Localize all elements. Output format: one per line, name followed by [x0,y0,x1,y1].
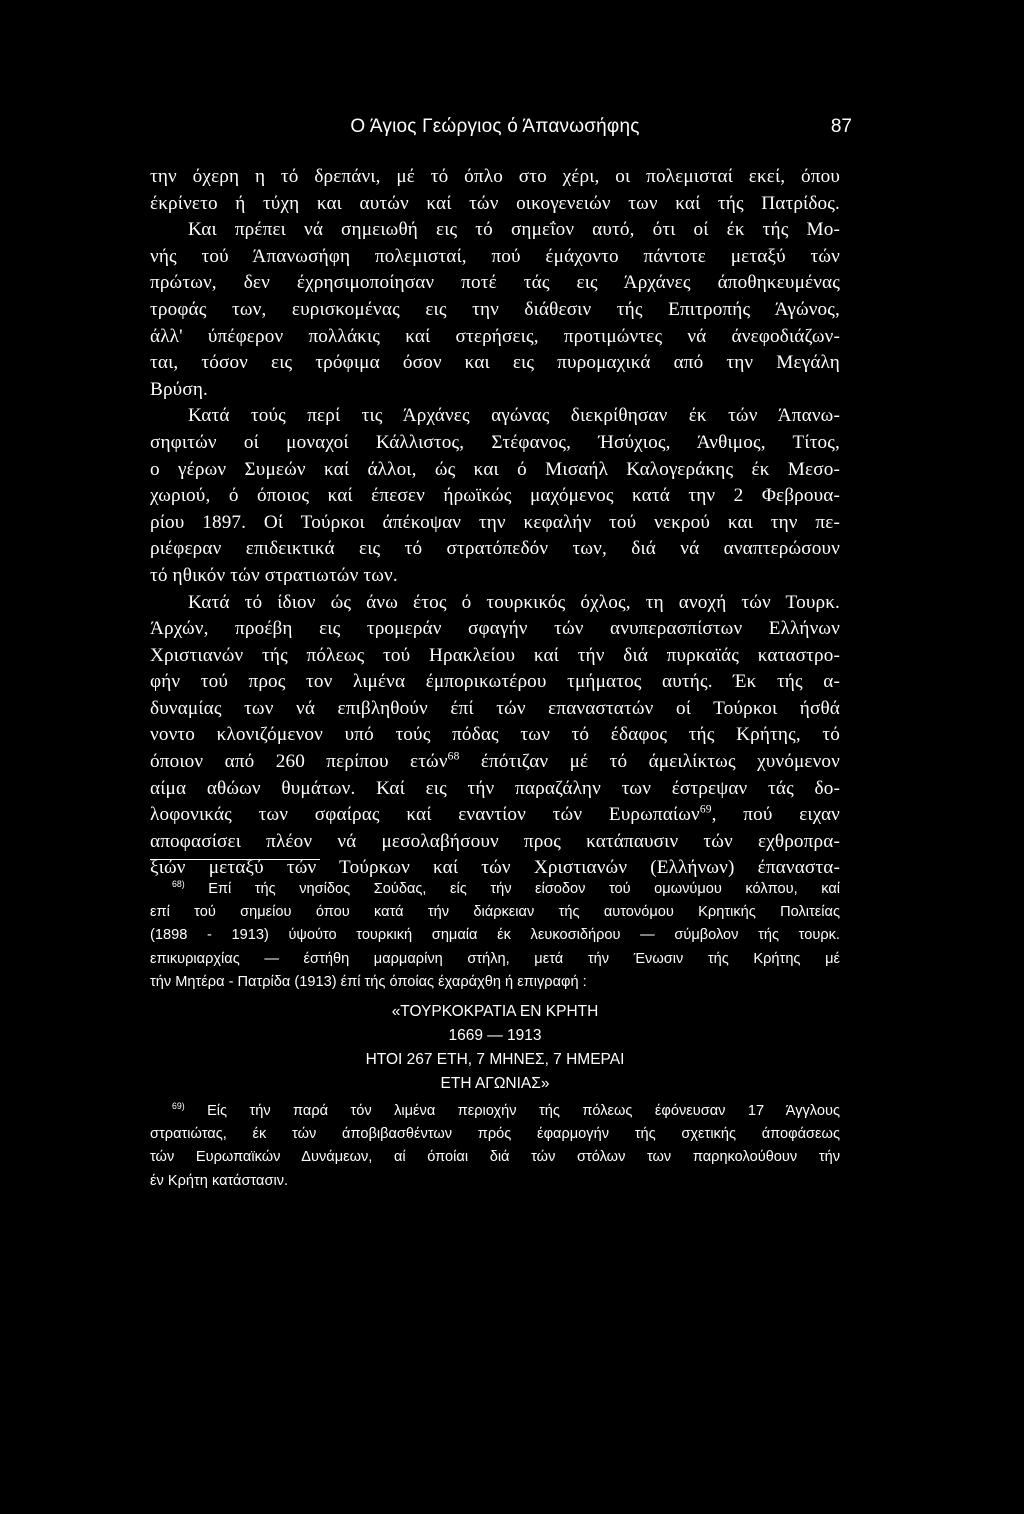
body-line: Άρχών, προέβη εις τρομεράν σφαγήν τών ανυπερασπίστων Ελλήνων [150,618,840,640]
body-line: ριέφεραν επιδεικτικά εις τό στρατόπεδόν των, διά νά αναπτερώσουν [150,538,840,560]
footnote-69-line: έν Κρήτη κατάστασιν. [150,1172,289,1189]
body-line: ο γέρων Συμεών καί άλλοι, ώς και ό Μισαήλ Καλογεράκης έκ Μεσο- [150,458,840,480]
body-line: σηφιτών οί μοναχοί Κάλλιστος, Στέφανος, Ήσύχιος, Άνθιμος, Τίτος, [150,431,840,453]
body-line: έκρίνετο ή τύχη και αυτών καί τών οικογενειών των καί τής Πατρίδος. [150,192,840,214]
body-line: Βρύση. [150,378,208,400]
body-line: Κατά τούς περί τις Άρχάνες αγώνας διεκρίθησαν έκ τών Άπανω- [188,405,840,427]
footnote-68-line: επί τού σημείου όπου κατά τήν διάρκειαν τής αυτονόμου Κρητικής Πολιτείας [150,904,840,921]
footnote-marker: 69) [172,1101,185,1112]
body-line: ρίου 1897. Οί Τούρκοι άπέκοψαν την κεφαλήν τού νεκρού και την πε- [150,511,840,533]
footnote-68-line: (1898 - 1913) ύψούτο τουρκική σημαία έκ λευκοσιδήρου — σύμβολον τής τουρκ. [150,927,840,944]
body-line: νής τού Άπανωσήφη πολεμισταί, πού έμάχοντο πάντοτε μεταξύ τών [150,245,840,267]
main-body-text [150,164,840,882]
footnotes [150,878,840,1193]
body-line: Χριστιανών τής πόλεως τού Ηρακλείου καί τήν διά πυρκαϊάς καταστρο- [150,644,840,666]
body-line: όποιον από 260 περίπου ετών$^{68}$ έπότιζαν μέ τό άμειλίκτως χυνόμενον [150,750,840,773]
body-line: πρώτων, δεν έχρησιμοποίησαν ποτέ τάς εις Άρχάνες άποθηκευμένας [150,272,840,294]
footnote-68-line: επικυριαρχίας — έστήθη μαρμαρίνη στήλη, μετά τήν Ένωσιν τής Κρήτης μέ [150,950,840,967]
inscription-line: «ΤΟΥΡΚΟΚΡΑΤΙΑ ΕΝ ΚΡΗΤΗ [391,1002,599,1020]
inscription-line: ΗΤΟΙ 267 ΕΤΗ, 7 ΜΗΝΕΣ, 7 ΗΜΕΡΑΙ [365,1050,625,1068]
body-line: αποφασίσει πλέον νά μεσολαβήσουν προς κατάπαυσιν τών εχθροπρα- [150,830,840,852]
footnote-text: Είς τήν παρά τόν λιμένα περιοχήν τής πόλεως έφόνευσαν 17 Άγγλους [207,1102,840,1119]
body-line: Και πρέπει νά σημειωθή εις τό σημεΐον αυτό, ότι οί έκ τής Μο- [188,219,840,241]
footnote-69-line: στρατιώτας, έκ τών άποβιβασθέντων πρός έφαρμογήν τής σχετικής άποφάσεως [150,1126,840,1143]
body-line: την όχερη η τό δρεπάνι, μέ τό όπλο στο χέρι, οι πολεμισταί εκεί, όπου [150,166,840,187]
footnote-divider [150,859,320,860]
inscription-line: 1669 — 1913 [448,1026,542,1044]
footnote-reference: 69 [699,803,712,816]
inscription-block [150,1000,840,1096]
body-line: νοντο κλονιζόμενον υπό τούς πόδας των τό έδαφος τής Κρήτης, τό [150,724,840,746]
page-number: 87 [830,116,852,137]
footnote-69-line: τών Ευρωπαϊκών Δυνάμεων, αί όποίαι διά τών στόλων των παρηκολούθουν τήν [150,1149,840,1166]
footnote-marker: 68) [172,879,185,890]
body-line: Κατά τό ίδιον ώς άνω έτος ό τουρκικός όχλος, τη ανοχή τών Τουρκ. [188,591,840,613]
body-line: φήν τού προς τον λιμένα έμπορικωτέρου τμήματος αυτής. Έκ τής α- [150,671,840,693]
footnote-reference: 68 [447,750,460,763]
page-header [150,116,852,140]
body-line: ται, τόσον εις τρόφιμα όσον και εις πυρομαχικά από την Μεγάλη [150,352,840,374]
body-line: τό ηθικόν τών στρατιωτών των. [150,564,398,586]
body-line: λοφονικάς των σφαίρας καί εναντίον τών Ευρωπαίων$^{69}$, πού ειχαν [150,803,840,826]
footnote-69-line [150,1100,840,1123]
body-line: αίμα αθώων θυμάτων. Καί εις τήν παραζάλην των έστρεψαν τάς δο- [150,777,840,799]
body-line: άλλ' ύπέφερον πολλάκις καί στερήσεις, προτιμώντες νά άνεφοδιάζων- [150,325,840,347]
footnote-text: Επί τής νησίδος Σούδας, είς τήν είσοδον τού ομωνύμου κόλπου, καί [208,881,840,897]
body-line: χωριού, ό όποιος καί έπεσεν ήρωϊκώς μαχόμενος κατά την 2 Φεβρουα- [150,485,840,507]
footnote-68-line [150,878,840,901]
body-line: ξιών μεταξύ τών Τούρκων καί τών Χριστιανών (Ελλήνων) έπαναστα- [150,857,840,879]
inscription-line: ΕΤΗ ΑΓΩΝΙΑΣ» [440,1074,550,1092]
running-title: Ο Άγιος Γεώργιος ό Άπανωσήφης [350,116,640,137]
body-line: τροφάς των, ευρισκομένας εις την διάθεσιν τής Επιτροπής Άγώνος, [150,298,840,320]
footnote-68-line: τήν Μητέρα - Πατρίδα (1913) έπί τής όποίας έχαράχθη ή επιγραφή : [150,973,587,990]
body-line: δυναμίας των νά επιβληθούν έπί τών επαναστατών οί Τούρκοι ήσθά [150,697,840,719]
